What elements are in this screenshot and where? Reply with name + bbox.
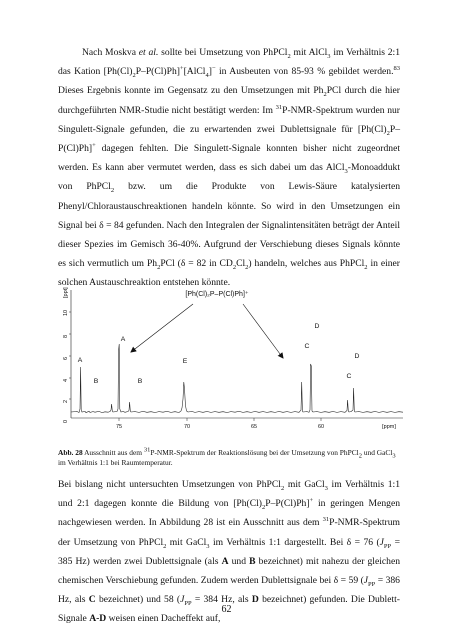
arrow-left <box>131 304 193 352</box>
text-run: P-NMR-Spektrum wurden nur Singulett-Signale gefunden, die zu erwartenden zwei Dublettsignale für [Ph(Cl) <box>58 104 400 135</box>
text-run: PCl (δ = 82 in CD <box>160 258 233 270</box>
text-run: weisen einen Dacheffekt auf, <box>106 613 221 625</box>
superscript: 31 <box>322 516 330 524</box>
superscript: 31 <box>275 103 283 111</box>
peak-label-A: A <box>120 336 126 343</box>
subscript: PP <box>368 580 376 588</box>
x-ticks <box>119 418 321 421</box>
y-ticks <box>69 312 71 399</box>
bold-label: C <box>88 594 96 606</box>
text-run: ] <box>208 66 212 78</box>
subscript: 2 <box>358 452 362 460</box>
figure-caption <box>58 448 400 468</box>
text-run: dagegen fehlten. Die Singulett-Signale konnten bisher nicht zugeordnet werden. Es kann aber vermutet werden, dass es sich dabei um das AlCl <box>58 143 400 174</box>
subscript: PP <box>383 542 392 550</box>
text-run: mit GaCl <box>284 479 325 490</box>
bold-label: A-D <box>89 613 107 625</box>
peak-label-A: A <box>77 357 83 364</box>
text-run: = 385 Hz) werden zwei Dublettsignale (als <box>58 536 400 567</box>
x-tick-label: 65 <box>250 424 258 430</box>
text-run: P-NMR-Spektrum der Umsetzung von PhPCl <box>58 517 400 548</box>
text-run: = 384 Hz, als <box>191 594 252 606</box>
text-run: -Monoaddukt von PhPCl <box>58 162 400 193</box>
cation-annotation: [Ph(Cl)₂P–P(Cl)Ph]⁺ <box>185 291 249 298</box>
text-run: Ausschnitt aus dem <box>82 448 144 457</box>
text-run: bezeichnet) und 58 ( <box>95 594 181 606</box>
bold-label: A <box>221 555 229 567</box>
reference-superscript: 83 <box>393 65 400 73</box>
subscript: 3 <box>206 542 210 550</box>
coupling-constant-symbol: J <box>363 575 369 587</box>
superscript: − <box>211 65 216 73</box>
peak-label-B: B <box>93 378 99 385</box>
text-run: im Verhältnis 2:1 das Kation [Ph(Cl) <box>58 47 401 78</box>
text-run: im Verhältnis 1:1 dargestellt. Bei δ = 76 ( <box>209 536 380 548</box>
subscript: 2 <box>132 72 136 80</box>
subscript: 3 <box>392 452 396 460</box>
subscript: 2 <box>262 504 266 512</box>
superscript: + <box>92 141 96 149</box>
text-run: et al. <box>138 47 159 58</box>
text-run: im Verhältnis 1:1 bei Raumtemperatur. <box>58 458 173 467</box>
bold-label: D <box>251 594 259 606</box>
peak-labels <box>78 323 360 385</box>
peak-label-B: B <box>137 378 143 385</box>
x-tick-label: 70 <box>183 424 191 430</box>
x-tick-label: 75 <box>115 424 123 430</box>
y-tick-label: 4 <box>63 378 69 382</box>
subscript: 2 <box>280 484 285 492</box>
text-run: Dieses Ergebnis konnte im Gegensatz zu den Umsetzungen mit Ph <box>58 85 324 97</box>
y-tick-label: 2 <box>63 399 69 403</box>
subscript: 2 <box>287 52 291 60</box>
subscript: 2 <box>323 91 327 99</box>
superscript: + <box>309 497 314 505</box>
text-run: mit GaCl <box>166 536 207 548</box>
subscript: 2 <box>163 542 167 550</box>
text-run: und GaCl <box>361 448 393 457</box>
subscript: 3 <box>327 52 331 60</box>
peak-label-E: E <box>182 358 188 365</box>
text-run: P–P(Cl)Ph] <box>265 498 310 510</box>
peak-label-D: D <box>314 323 320 330</box>
subscript: 2 <box>364 264 368 272</box>
text-run: Nach Moskva <box>82 47 139 58</box>
text-run: bezeichnet) gefunden. Die Dublett-Signale <box>58 594 400 625</box>
subscript: 4 <box>205 72 209 80</box>
subscript: 2 <box>245 264 249 272</box>
text-run: bezeichnet) mit nahezu der gleichen chemischen Verschiebung gefunden. Zudem werden Dublettsignale bei δ = 59 ( <box>58 555 401 587</box>
paragraph-1-text <box>58 43 400 293</box>
y-tick-label: 0 <box>63 419 69 423</box>
superscript: 31 <box>143 446 151 454</box>
arrow-right <box>243 304 283 358</box>
text-run: Cl <box>236 258 246 270</box>
text-run: und <box>228 555 250 567</box>
x-axis <box>116 424 396 430</box>
y-tick-label: 8 <box>63 334 69 338</box>
subscript: 2 <box>232 264 237 272</box>
text-run: [AlCl <box>183 66 206 78</box>
y-axis-unit: [ppt] <box>63 287 69 298</box>
text-run: sollte bei Umsetzung von PhPCl <box>158 47 288 58</box>
text-run: in geringen Mengen nachgewiesen werden. In Abbildung 28 ist ein Ausschnitt aus dem <box>58 498 400 529</box>
peak-label-C: C <box>346 373 352 380</box>
superscript: + <box>179 65 184 73</box>
subscript: 3 <box>344 168 348 176</box>
y-axis <box>63 287 69 423</box>
text-run: mit AlCl <box>290 47 328 58</box>
text-run: bzw. um die Produkte von Lewis-Säure katalysierten Phenyl/Chloraustauschreaktionen handeln könnte. So wird in den Umsetzungen ein Signal bei δ = 84 gefunden. Nach den Integralen der Signalintensitäten beträgt der Anteil dieser Spezies im Gemisch 36-40%. Aufgrund der Verschiebung dieses Signals könnte es sich vermutlich um Ph <box>58 181 400 270</box>
page-number: 62 <box>221 604 232 615</box>
subscript: 2 <box>157 264 161 272</box>
peak-label-C: C <box>304 343 310 350</box>
bold-label: B <box>249 555 256 567</box>
text-run: im Verhältnis 1:1 und 2:1 dagegen konnte die Bildung von [Ph(Cl) <box>58 479 401 510</box>
y-tick-label: 6 <box>63 356 69 360</box>
subscript: 3 <box>324 484 328 492</box>
subscript: PP <box>184 600 192 608</box>
x-axis-unit: [ppm] <box>382 424 396 430</box>
y-tick-label: 10 <box>63 309 69 316</box>
spectrum-trace <box>71 344 403 413</box>
text-run: P-NMR-Spektrum der Reaktionslösung bei der Umsetzung von PhPCl <box>150 448 359 457</box>
nmr-spectrum-figure <box>55 282 405 442</box>
text-run: in Ausbeuten von 85-93 % gebildet werden. <box>215 66 394 78</box>
x-tick-label: 60 <box>317 424 325 430</box>
text-run: ) handeln, welches aus PhPCl <box>248 258 365 270</box>
coupling-constant-symbol: J <box>379 536 384 548</box>
text-run: in einer solchen Austauschreaktion entstehen könnte. <box>58 258 401 289</box>
text-run: P–P(Cl)Ph] <box>135 66 180 78</box>
subscript: 2 <box>386 129 390 137</box>
text-run: = 386 Hz, als <box>58 575 400 606</box>
coupling-constant-symbol: J <box>180 594 185 606</box>
text-run: Bei bislang nicht untersuchten Umsetzungen von PhPCl <box>58 479 281 490</box>
subscript: 2 <box>110 187 115 195</box>
paragraph-1 <box>58 43 400 293</box>
text-run: P–P(Cl)Ph] <box>58 123 400 155</box>
caption-label: Abb. 28 <box>58 448 83 457</box>
text-run: PCl durch die hier durchgeführten NMR-Studie nicht bestätigt werden: Im <box>58 85 400 116</box>
peak-label-D: D <box>354 353 360 360</box>
